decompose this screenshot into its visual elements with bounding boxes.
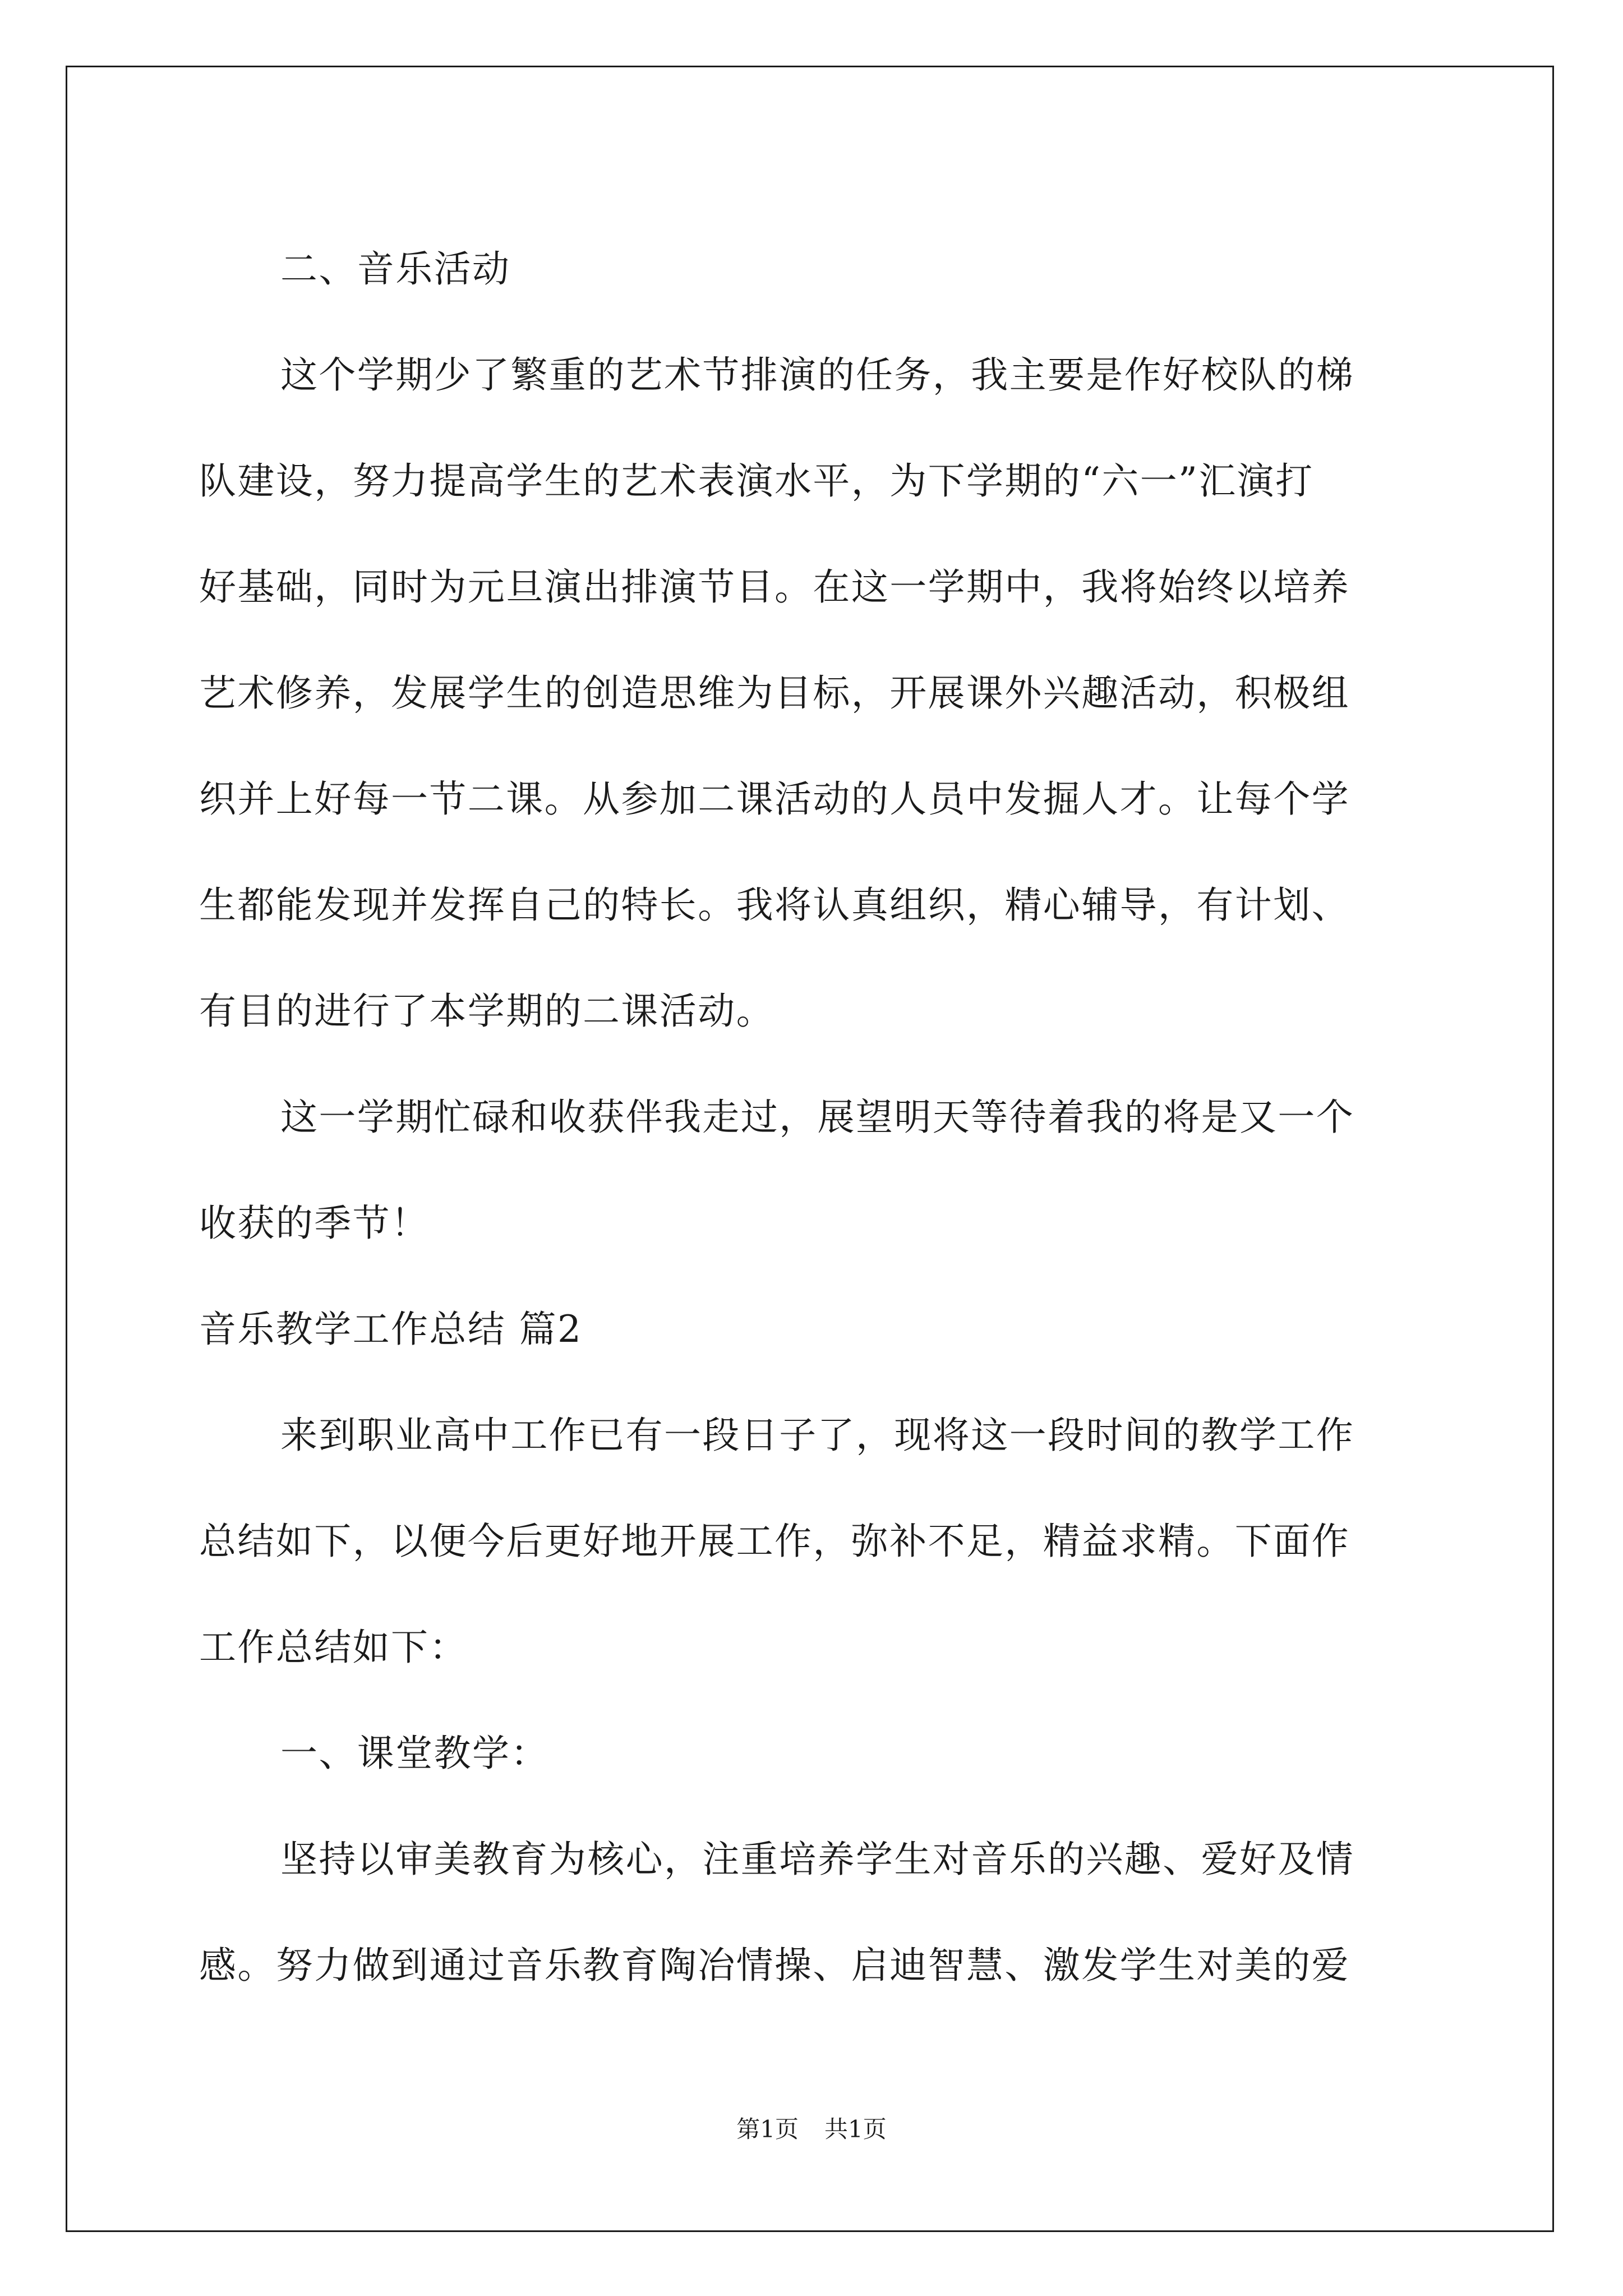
text-line: 艺术修养，发展学生的创造思维为目标，开展课外兴趣活动，积极组 bbox=[199, 671, 1350, 715]
text-line: 总结如下，以便今后更好地开展工作，弥补不足，精益求精。下面作 bbox=[199, 1520, 1350, 1563]
text-line: 坚持以审美教育为核心，注重培养学生对音乐的兴趣、爱好及情 bbox=[280, 1838, 1355, 1881]
text-line: 工作总结如下： bbox=[199, 1626, 468, 1669]
text-line: 队建设，努力提高学生的艺术表演水平，为下学期的“六一”汇演打 bbox=[199, 459, 1314, 503]
paragraph-3 bbox=[199, 1382, 1427, 1700]
paragraph-4 bbox=[199, 1806, 1427, 2018]
page-number: 第1页 bbox=[736, 2115, 799, 2143]
text-line: 织并上好每一节二课。从参加二课活动的人员中发掘人才。让每个学 bbox=[199, 777, 1350, 821]
text-line: 这个学期少了繁重的艺术节排演的任务，我主要是作好校队的梯 bbox=[280, 353, 1355, 397]
page-total: 共1页 bbox=[824, 2115, 887, 2143]
title-line: 音乐教学工作总结 篇2 bbox=[199, 1308, 583, 1351]
document-body bbox=[199, 216, 1427, 2018]
article-title bbox=[199, 1276, 1427, 1382]
text-line: 好基础，同时为元旦演出排演节目。在这一学期中，我将始终以培养 bbox=[199, 565, 1350, 609]
page-footer bbox=[0, 2114, 1623, 2145]
text-line: 收获的季节！ bbox=[199, 1202, 430, 1245]
paragraph-2 bbox=[199, 1064, 1427, 1276]
paragraph-1 bbox=[199, 322, 1427, 1064]
section-heading-music-activities: 二、音乐活动 bbox=[280, 247, 511, 291]
text-line: 生都能发现并发挥自己的特长。我将认真组织，精心辅导，有计划、 bbox=[199, 884, 1350, 927]
text-line: 有目的进行了本学期的二课活动。 bbox=[199, 990, 774, 1033]
heading-line: 一、课堂教学： bbox=[280, 1732, 549, 1775]
text-line: 这一学期忙碌和收获伴我走过，展望明天等待着我的将是又一个 bbox=[280, 1096, 1355, 1139]
text-line: 来到职业高中工作已有一段日子了，现将这一段时间的教学工作 bbox=[280, 1414, 1355, 1457]
line-0 bbox=[199, 216, 1427, 322]
text-line: 感。努力做到通过音乐教育陶冶情操、启迪智慧、激发学生对美的爱 bbox=[199, 1944, 1350, 1987]
section-heading-classroom bbox=[199, 1700, 1427, 1806]
